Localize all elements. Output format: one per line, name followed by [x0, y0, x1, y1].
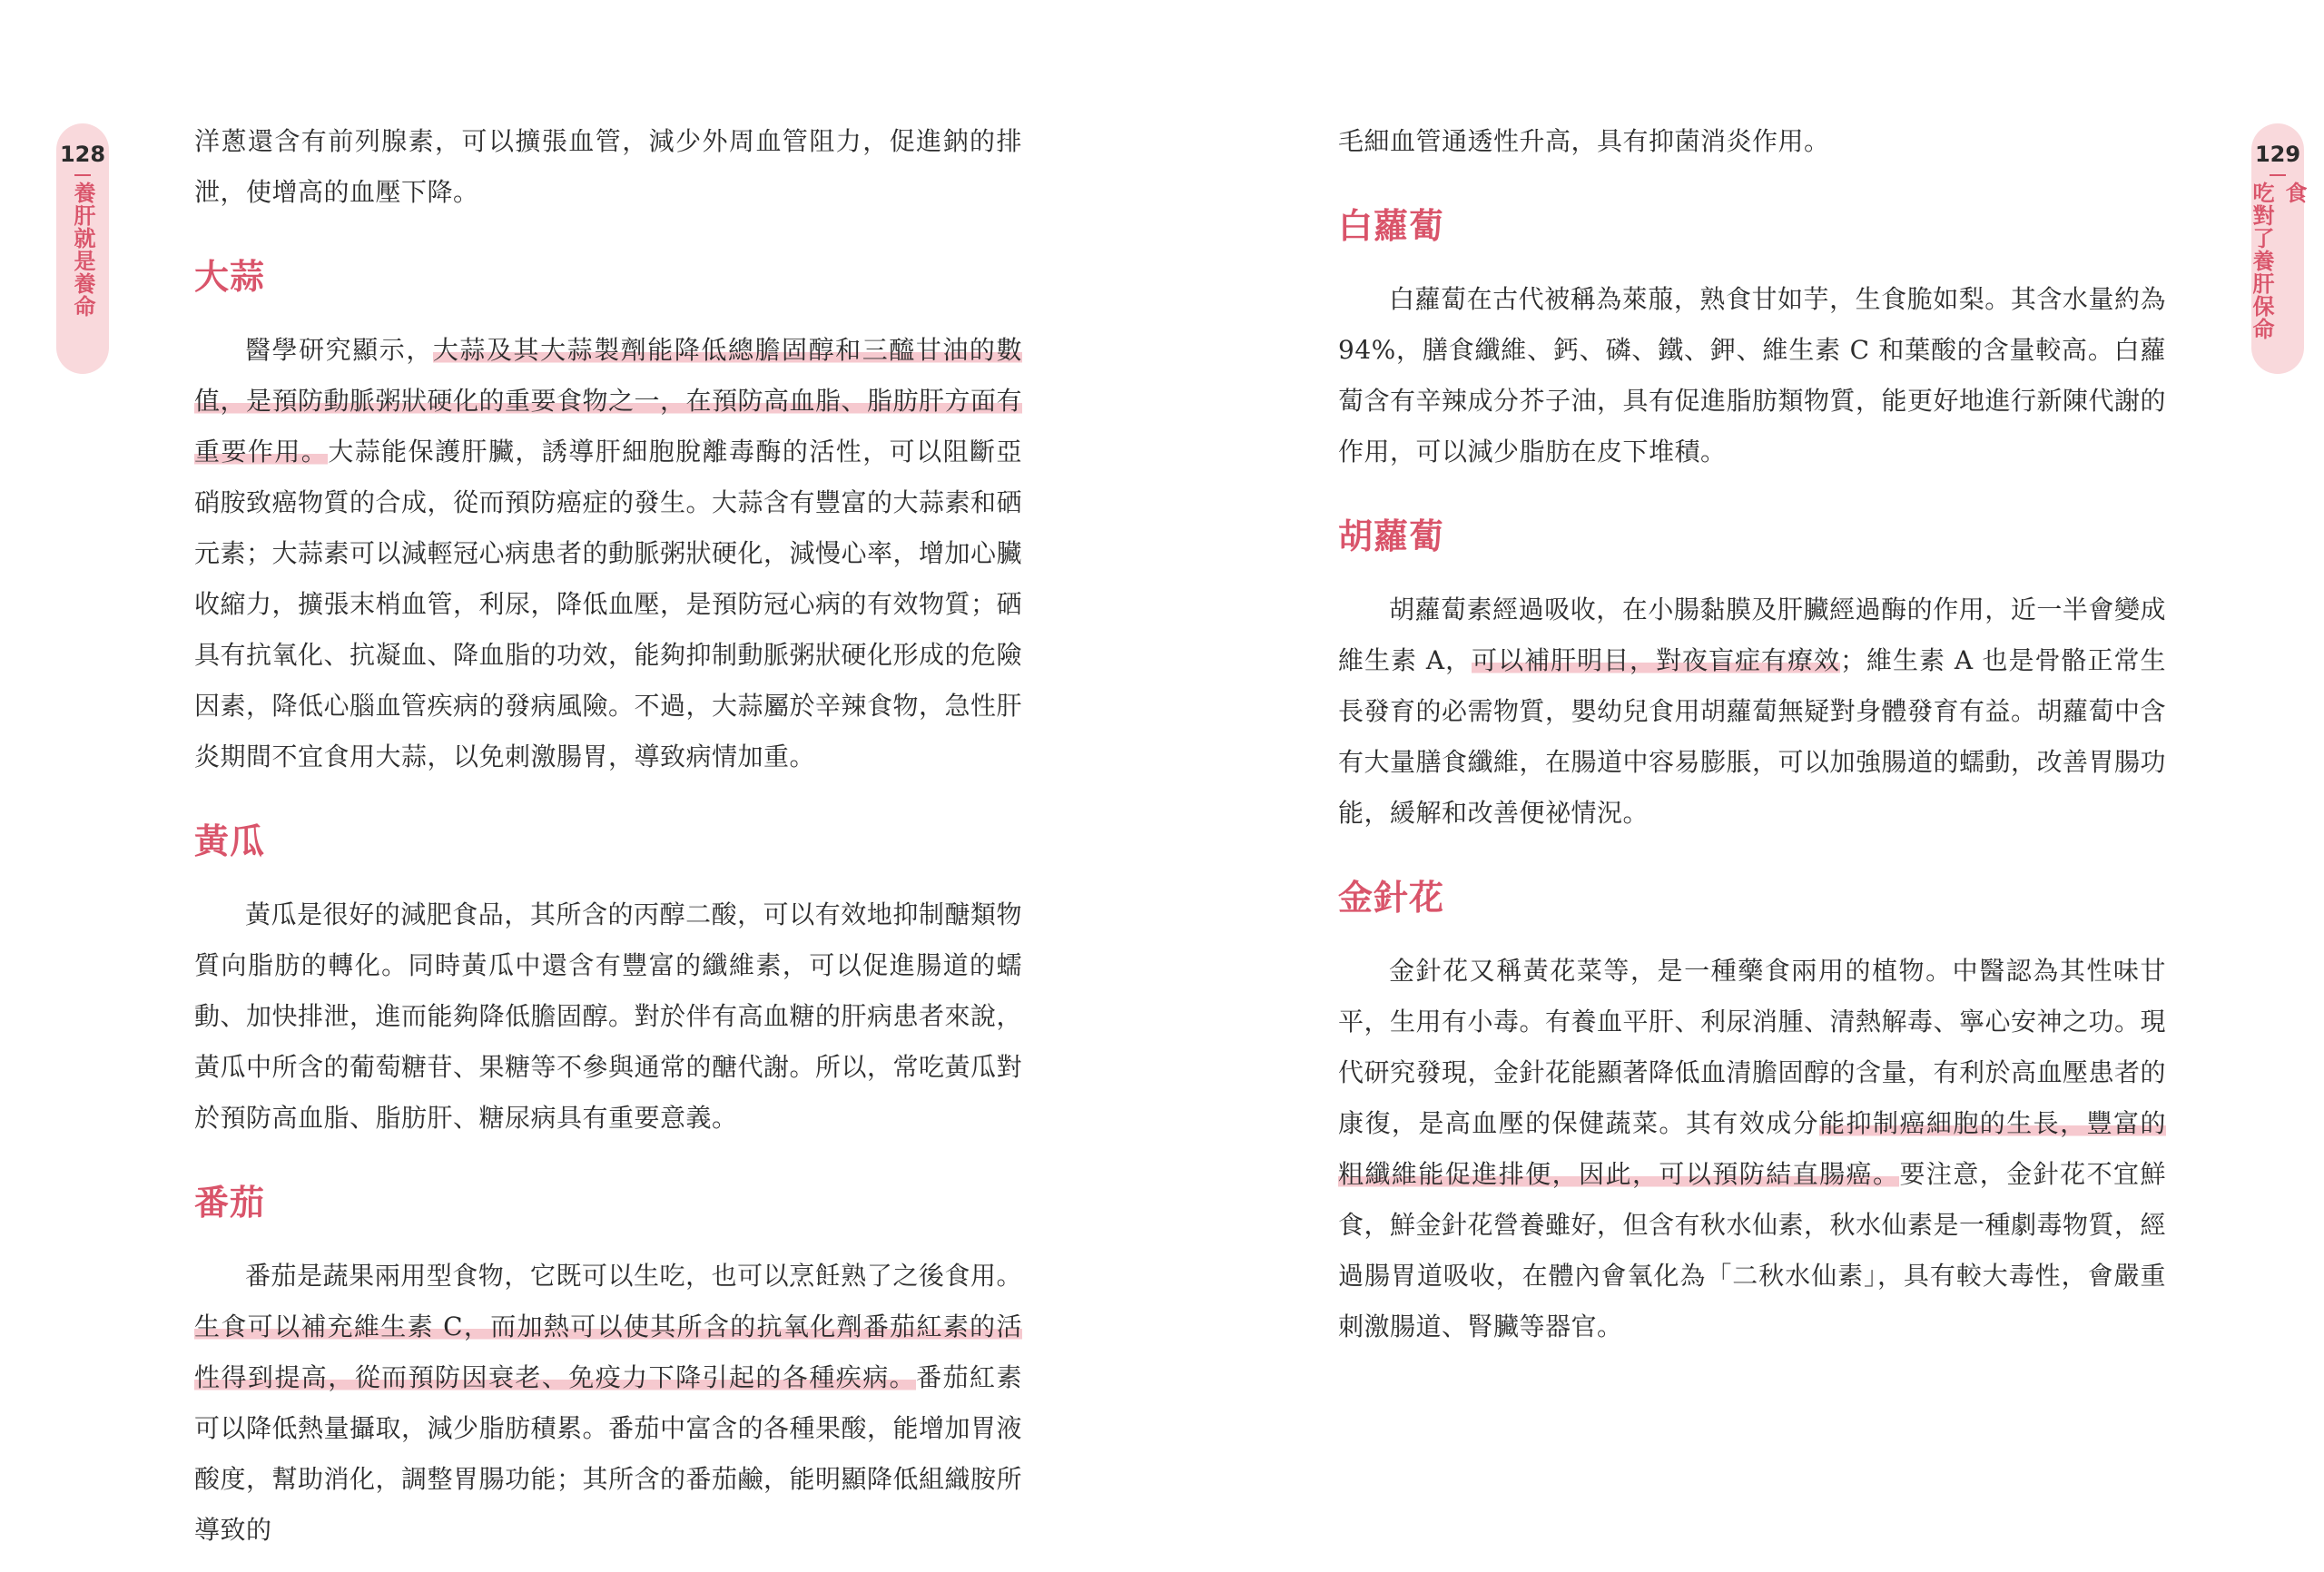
text-run: 大蒜能保護肝臟，誘導肝細胞脫離毒酶的活性，可以阻斷亞硝胺致癌物質的合成，從而預防癌症的發生。大蒜含有豐富的大蒜素和硒元素；大蒜素可以減輕冠心病患者的動脈粥狀硬化，減慢心率，增加心臟收縮力，擴張末梢血管，利尿，降低血壓，是預防冠心病的有效物質；硒具有抗氧化、抗凝血、降血脂的功效，能夠抑制動脈粥狀硬化形成的危險因素，降低心腦血管疾病的發病風險。不過，大蒜屬於辛辣食物，急性肝炎期間不宜食用大蒜，以免刺激腸胃，導致病情加重。: [194, 437, 1023, 771]
body-paragraph: [1338, 585, 2166, 839]
tab-divider: [2270, 174, 2286, 176]
text-run: 金針花又稱黃花菜等，是一種藥食兩用的植物。中醫認為其性味甘平，生用有小毒。有養血平肝、利尿消腫、清熱解毒、寧心安神之功。現代研究發現，金針花能顯著降低血清膽固醇的含量，有利於高血壓患者的康復，是高血壓的保健蔬菜。其有效成分: [1338, 956, 2167, 1138]
body-paragraph: [194, 325, 1022, 782]
body-paragraph: [194, 116, 1022, 218]
highlighted-text: 大蒜及其大蒜製劑能降低總膽固醇和三醯甘油的數值，是預防動脈粥狀硬化的重要食物之一，在預防高血脂、脂肪肝方面有重要作用。: [194, 335, 1023, 467]
text-run: 要注意，金針花不宜鮮食，鮮金針花營養雖好，但含有秋水仙素，秋水仙素是一種劇毒物質，經過腸胃道吸收，在體內會氧化為「二秋水仙素」，具有較大毒性，會嚴重刺激腸道、腎臟等器官。: [1338, 1159, 2167, 1341]
section-heading: 黃瓜: [194, 821, 266, 861]
highlighted-text: 能抑制癌細胞的生長，豐富的粗纖維能促進排便，因此，可以預防結直腸癌。: [1338, 1108, 2166, 1189]
body-paragraph: [194, 889, 1022, 1144]
body-paragraph: [194, 1251, 1022, 1556]
text-run: 醫學研究顯示，: [245, 335, 433, 365]
left-text-column: [194, 116, 1022, 1556]
right-page: [1162, 0, 2324, 1572]
section-heading: 金針花: [1338, 878, 1445, 918]
highlighted-text: 生食可以補充維生素 C，而加熱可以使其所含的抗氧化劑番茄紅素的活性得到提高，從而預防因衰老、免疫力下降引起的各種疾病。: [194, 1312, 1022, 1392]
running-title: 吃對了養肝保命: [2249, 182, 2274, 340]
text-run: 番茄是蔬果兩用型食物，它既可以生吃，也可以烹飪熟了之後食用。: [245, 1261, 1022, 1291]
highlighted-text: 可以補肝明目，對夜盲症有療效: [1472, 645, 1841, 675]
body-paragraph: [1338, 274, 2166, 477]
section-heading: 番茄: [194, 1183, 266, 1223]
section-heading: 白蘿蔔: [1338, 206, 1445, 246]
side-tab-left: [56, 123, 109, 374]
page-number: 128: [59, 142, 106, 167]
body-paragraph: [1338, 116, 2166, 167]
text-run: 白蘿蔔在古代被稱為萊菔，熟食甘如芋，生食脆如梨。其含水量約為 94%，膳食纖維、鈣、磷、鐵、鉀、維生素 C 和葉酸的含量較高。白蘿蔔含有辛辣成分芥子油，具有促進脂肪類物質，能更好地進行新陳代謝的作用，可以減少脂肪在皮下堆積。: [1338, 284, 2167, 467]
text-run: 胡蘿蔔素經過吸收，在小腸黏膜及肝臟經過酶的作用，近一半會變成維生素 A，: [1338, 594, 2166, 675]
body-paragraph: [1338, 946, 2166, 1352]
text-run: 番茄紅素可以降低熱量攝取，減少脂肪積累。番茄中富含的各種果酸，能增加胃液酸度，幫助消化，調整胃腸功能；其所含的番茄鹼，能明顯降低組織胺所導致的: [194, 1362, 1023, 1545]
text-run: 黃瓜是很好的減肥食品，其所含的丙醇二酸，可以有效地抑制醣類物質向脂肪的轉化。同時黃瓜中還含有豐富的纖維素，可以促進腸道的蠕動、加快排泄，進而能夠降低膽固醇。對於伴有高血糖的肝病患者來說，黃瓜中所含的葡萄糖苷、果糖等不參與通常的醣代謝。所以，常吃黃瓜對於預防高血脂、脂肪肝、糖尿病具有重要意義。: [194, 899, 1023, 1133]
page-number: 129: [2254, 142, 2301, 167]
section-heading: 胡蘿蔔: [1338, 516, 1445, 556]
section-heading: 大蒜: [194, 257, 266, 297]
text-run: 洋蔥還含有前列腺素，可以擴張血管，減少外周血管阻力，促進鈉的排泄，使增高的血壓下降。: [194, 126, 1022, 207]
running-title: 養肝就是養命: [70, 182, 95, 318]
tab-divider: [74, 174, 91, 176]
right-text-column: [1338, 116, 2166, 1352]
text-run: 毛細血管通透性升高，具有抑菌消炎作用。: [1338, 126, 1830, 156]
text-run: ；維生素 A 也是骨骼正常生長發育的必需物質，嬰幼兒食用胡蘿蔔無疑對身體發育有益。胡蘿蔔中含有大量膳食纖維，在腸道中容易膨脹，可以加強腸道的蠕動，改善胃腸功能，緩解和改善便祕情況。: [1338, 645, 2167, 828]
chapter-label: 食: [2281, 182, 2307, 204]
side-tab-right: [2249, 123, 2307, 374]
